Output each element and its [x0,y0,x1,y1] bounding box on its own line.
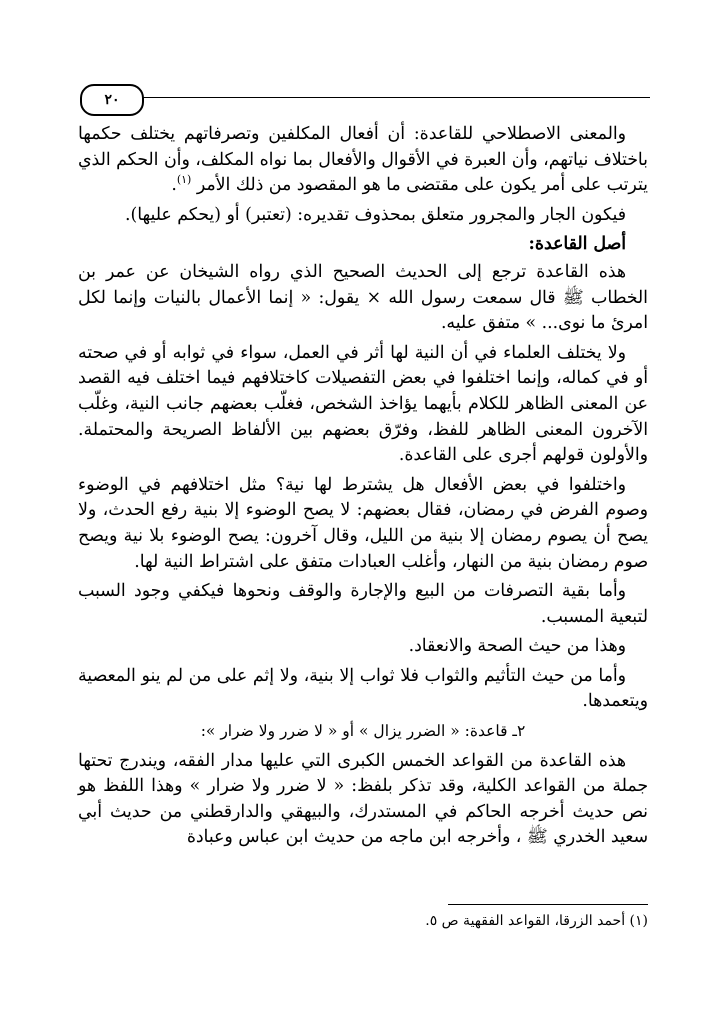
paragraph-reward: وأما من حيث التأثيم والثواب فلا ثواب إلا بنية، ولا إثم على من لم ينو المعصية ويتعمدها. [78,665,648,712]
footnote: (١) أحمد الزرقا، القواعد الفقهية ص ٥. [425,913,648,929]
rule-heading: ٢ـ قاعدة: « الضرر يزال » أو « لا ضرر ولا ضرار »: [200,722,526,741]
paragraph-validity: وهذا من حيث الصحة والانعقاد. [408,636,626,657]
paragraph-scholars: ولا يختلف العلماء في أن النية لها أثر في العمل، سواء في ثوابه أو في صحته أو في كماله، وإنما اختلفوا في بعض التفصيلات كاختلافهم فيما اختلف فيه القصد عن المعنى الظاهر للكلام بأيهما يؤاخذ الشخص، فغلّب بعضهم جانب النية، وغلّب الآخرون المعنى الظاهر للفظ، وفرّق بعضهم بين الألفاظ الصريحة والمحتملة. والأولون قولهم أجرى على القاعدة. [78,342,648,466]
paragraph-definition: والمعنى الاصطلاحي للقاعدة: أن أفعال المكلفين وتصرفاتهم يختلف حكمها باختلاف نياتهم، وأن العبرة في الأقوال والأفعال بما نواه المكلف، وأن الحكم الذي يترتب على أمر يكون على مقتضى ما هو المقصود من ذلك الأمر $^{(١)}$. [78,124,648,196]
footnote-ref: (١) [176,173,192,187]
page-number-badge [80,84,144,116]
section-heading-origin: أصل القاعدة: [528,234,626,255]
footnote-rule [448,904,648,905]
paragraph-harm-rule: هذه القاعدة من القواعد الخمس الكبرى التي عليها مدار الفقه، ويندرج تحتها جملة من القواعد الكلية، وقد تذكر بلفظ: « لا ضرر ولا ضرار » وهذا اللفظ هو نص حديث أخرجه الحاكم في المستدرك، والبيهقي والدارقطني من حديث أبي سعيد الخدري ﷺ ، وأخرجه ابن ماجه من حديث ابن عباس وعبادة [78,750,648,848]
page-number: ٢٠ [104,92,120,108]
paragraph-transactions: وأما بقية التصرفات من البيع والإجارة والوقف ونحوها فيكفي وجود السبب لتبعية المسبب. [78,581,648,627]
paragraph-origin: هذه القاعدة ترجع إلى الحديث الصحيح الذي رواه الشيخان عن عمر بن الخطاب ﷺ قال سمعت رسول الله × يقول: « إنما الأعمال بالنيات وإنما لكل امرئ ما نوى... » متفق عليه. [78,261,648,334]
paragraph-disagreement: واختلفوا في بعض الأفعال هل يشترط لها نية؟ مثل اختلافهم في الوضوء وصوم الفرض في رمضان، فقال بعضهم: لا يصح الوضوء إلا بنية رفع الحدث، ولا يصح أن يصوم رمضان إلا بنية من الليل، وقال آخرون: يصح الوضوء بلا نية ويصح صوم رمضان بنية من النهار، وأغلب العبادات متفق على اشتراط النية لها. [78,474,648,572]
body-text [78,122,648,855]
header-rule [118,97,650,98]
paragraph-grammar: فيكون الجار والمجرور متعلق بمحذوف تقديره: (تعتبر) أو (يحكم عليها). [125,204,626,225]
